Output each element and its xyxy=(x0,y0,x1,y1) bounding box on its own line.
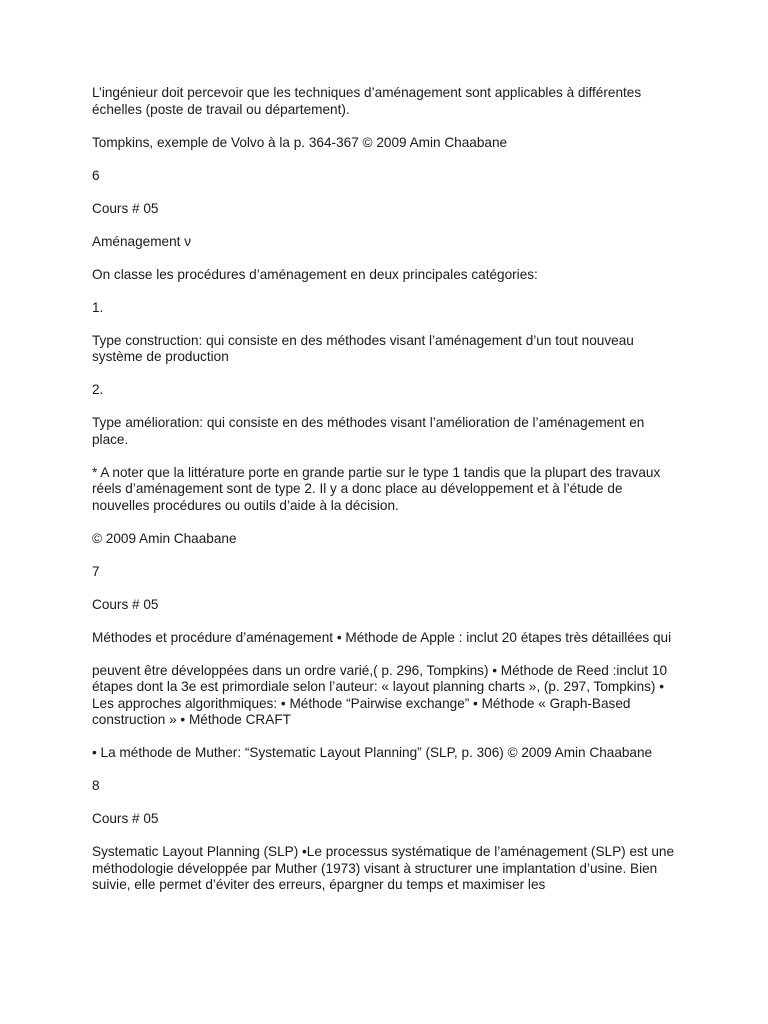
section-heading: Aménagement ν xyxy=(92,233,191,249)
paragraph-note: * A noter que la littérature porte en grande partie sur le type 1 tandis que la plupart des travaux réels d’aménagement sont de type 2. Il y a donc place au développement et à l’étude de nouvelles procédures ou outils d’aide à la décision. xyxy=(92,464,661,513)
paragraph-methods: Méthodes et procédure d’aménagement • Méthode de Apple : inclut 20 étapes très détaillées qui xyxy=(92,629,672,645)
list-number: 2. xyxy=(92,382,104,397)
paragraph-categories: On classe les procédures d’aménagement en deux principales catégories: xyxy=(92,266,538,282)
paragraph-slp: Systematic Layout Planning (SLP) •Le processus systématique de l’aménagement (SLP) est une méthodologie développée par Muther (1973) visant à structurer une implantation d’usine. Bien suivie, elle permet d’éviter des erreurs, épargner du temps et maximiser les xyxy=(92,844,675,892)
paragraph-methods-continued: peuvent être développées dans un ordre varié,( p. 296, Tompkins) • Méthode de Reed :inclut 10 étapes dont la 3e est primordiale selon l’auteur: « layout planning charts », (p. 297, Tompkins) • Les approches algorithmiques: • Méthode “Pairwise exchange” • Méthode « Graph-Based construction » • Méthode CRAFT xyxy=(92,662,668,727)
page-number: 6 xyxy=(92,167,100,183)
course-label: Cours # 05 xyxy=(92,596,159,612)
document-page xyxy=(92,85,682,910)
list-item-amelioration: Type amélioration: qui consiste en des méthodes visant l’amélioration de l’aménagement en place. xyxy=(92,415,645,447)
paragraph-tompkins-reference: Tompkins, exemple de Volvo à la p. 364-367 © 2009 Amin Chaabane xyxy=(92,134,508,150)
course-label: Cours # 05 xyxy=(92,811,159,826)
list-number: 1. xyxy=(92,299,104,315)
page-number: 8 xyxy=(92,778,100,793)
paragraph-intro: L’ingénieur doit percevoir que les techniques d’aménagement sont applicables à différentes échelles (poste de travail ou département). xyxy=(92,85,642,117)
page-number: 7 xyxy=(92,563,100,579)
list-item-construction: Type construction: qui consiste en des méthodes visant l’aménagement d’un tout nouveau système de production xyxy=(92,332,634,364)
paragraph-muther: • La méthode de Muther: “Systematic Layout Planning” (SLP, p. 306) © 2009 Amin Chaabane xyxy=(92,745,653,760)
copyright-line: © 2009 Amin Chaabane xyxy=(92,530,237,546)
course-label: Cours # 05 xyxy=(92,200,159,216)
